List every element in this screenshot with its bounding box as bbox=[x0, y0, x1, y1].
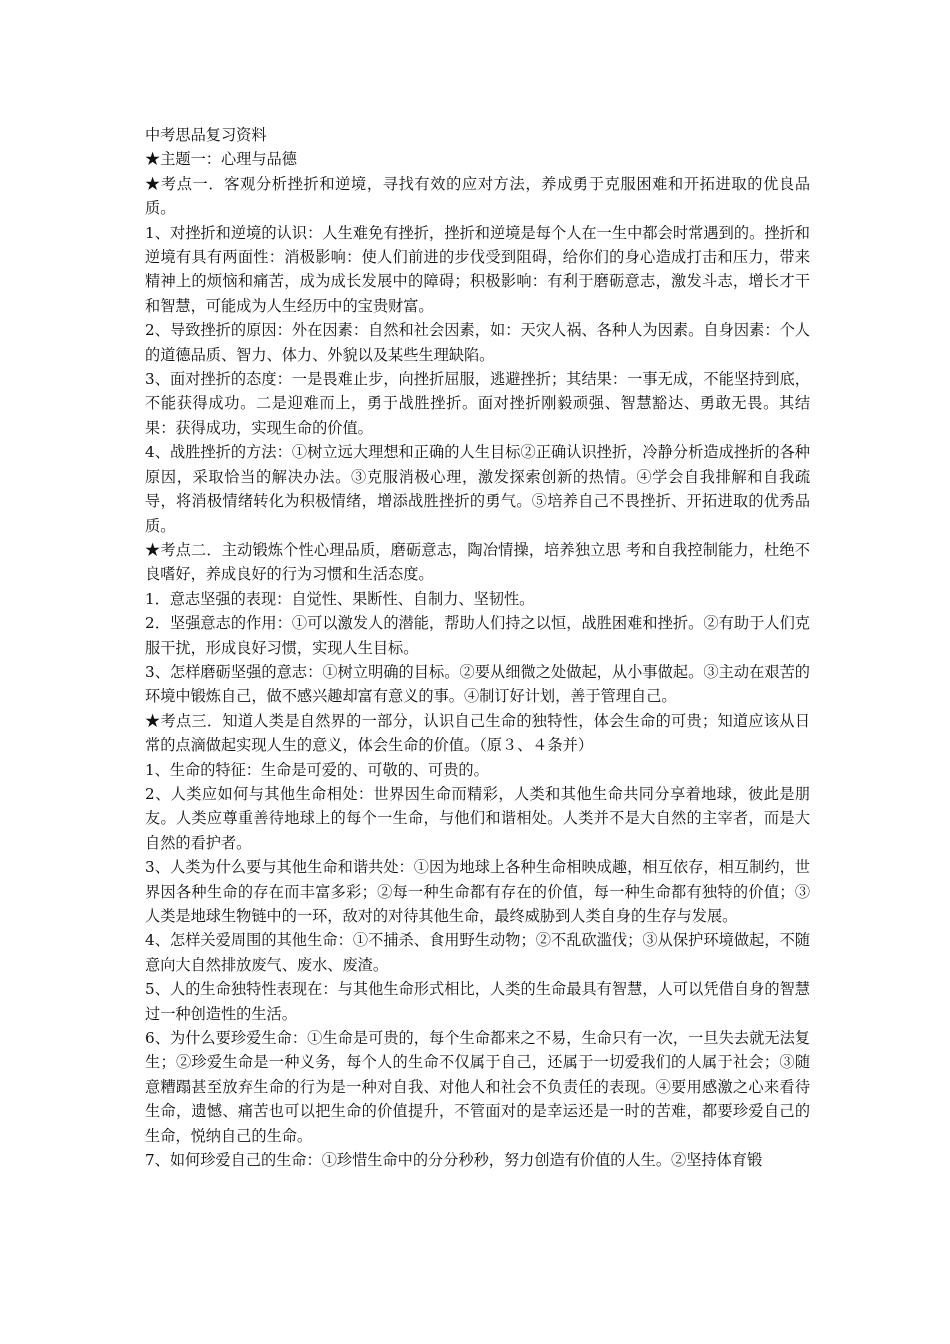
paragraph: 2、导致挫折的原因：外在因素：自然和社会因素，如：天灾人祸、各种人为因素。自身因素：个人的道德品质、智力、体力、外貌以及某些生理缺陷。 bbox=[145, 321, 810, 364]
exam-point-3-heading: ★考点三．知道人类是自然界的一部分，认识自己生命的独特性，体会生命的可贵；知道应该从日常的点滴做起实现人生的意义，体会生命的价值。（原３、４条并） bbox=[145, 711, 810, 755]
paragraph: 4、战胜挫折的方法：①树立远大理想和正确的人生目标②正确认识挫折，冷静分析造成挫折的各种原因，采取恰当的解决办法。③克服消极心理，激发探索创新的热情。④学会自我排解和自我疏导，将消极情绪转化为积极情绪，增添战胜挫折的勇气。⑤培养自己不畏挫折、开拓进取的优秀品质。 bbox=[145, 443, 810, 535]
document-body bbox=[145, 123, 810, 1172]
paragraph: 6、为什么要珍爱生命：①生命是可贵的，每个生命都来之不易，生命只有一次，一旦失去就无法复生；②珍爱生命是一种义务，每个人的生命不仅属于自己，还属于一切爱我们的人属于社会；③随意糟蹋甚至放弃生命的行为是一种对自我、对他人和社会不负责任的表现。④要用感激之心来看待生命，遗憾、痛苦也可以把生命的价值提升，不管面对的是幸运还是一时的苦难，都要珍爱自己的生命，悦纳自己的生命。 bbox=[145, 1029, 810, 1145]
paragraph: 2．坚强意志的作用：①可以激发人的潜能，帮助人们持之以恒，战胜困难和挫折。②有助于人们克服干扰，形成良好习惯，实现人生目标。 bbox=[145, 614, 810, 657]
document-title: 中考思品复习资料 bbox=[145, 126, 267, 144]
paragraph: 3、面对挫折的态度：一是畏难止步，向挫折屈服，逃避挫折；其结果：一事无成，不能坚持到底，不能获得成功。二是迎难而上，勇于战胜挫折。面对挫折刚毅顽强、智慧豁达、勇敢无畏。其结果：获得成功，实现生命的价值。 bbox=[145, 370, 810, 437]
paragraph: 3、人类为什么要与其他生命和谐共处：①因为地球上各种生命相映成趣，相互依存，相互制约，世界因各种生命的存在而丰富多彩；②每一种生命都有存在的价值，每一种生命都有独特的价值；③人类是地球生物链中的一环，敌对的对待其他生命，最终威胁到人类自身的生存与发展。 bbox=[145, 858, 810, 925]
section-heading-theme-1: ★主题一：心理与品德 bbox=[145, 150, 297, 169]
paragraph: 1、对挫折和逆境的认识：人生难免有挫折，挫折和逆境是每个人在一生中都会时常遇到的。挫折和逆境有具有两面性：消极影响：使人们前进的步伐受到阻碍，给你们的身心造成打击和压力，带来精神上的烦恼和痛苦，成为成长发展中的障碍；积极影响：有利于磨砺意志，激发斗志，增长才干和智慧，可能成为人生经历中的宝贵财富。 bbox=[145, 223, 810, 315]
paragraph: 1、生命的特征：生命是可爱的、可敬的、可贵的。 bbox=[145, 760, 489, 779]
paragraph: 4、怎样关爱周围的其他生命：①不捕杀、食用野生动物；②不乱砍滥伐；③从保护环境做起，不随意向大自然排放废气、废水、废渣。 bbox=[145, 931, 810, 974]
exam-point-1-heading: ★考点一．客观分析挫折和逆境，寻找有效的应对方法，养成勇于克服困难和开拓进取的优良品质。 bbox=[145, 174, 810, 218]
paragraph: 1．意志坚强的表现：自觉性、果断性、自制力、坚韧性。 bbox=[145, 589, 535, 608]
paragraph: 7、如何珍爱自己的生命：①珍惜生命中的分分秒秒，努力创造有价值的人生。②坚持体育锻 bbox=[145, 1151, 763, 1170]
exam-point-2-heading: ★考点二．主动锻炼个性心理品质，磨砺意志，陶冶情操，培养独立思 考和自我控制能力，杜绝不良嗜好，养成良好的行为习惯和生活态度。 bbox=[145, 540, 810, 584]
paragraph: 2、人类应如何与其他生命相处：世界因生命而精彩，人类和其他生命共同分享着地球，彼此是朋友。人类应尊重善待地球上的每个一生命，与他们和谐相处。人类并不是大自然的主宰者，而是大自然的看护者。 bbox=[145, 784, 810, 852]
paragraph: 5、人的生命独特性表现在：与其他生命形式相比，人类的生命最具有智慧，人可以凭借自身的智慧过一种创造性的生活。 bbox=[145, 980, 810, 1023]
paragraph: 3、怎样磨砺坚强的意志：①树立明确的目标。②要从细微之处做起，从小事做起。③主动在艰苦的环境中锻炼自己，做不感兴趣却富有意义的事。④制订好计划，善于管理自己。 bbox=[145, 662, 810, 706]
